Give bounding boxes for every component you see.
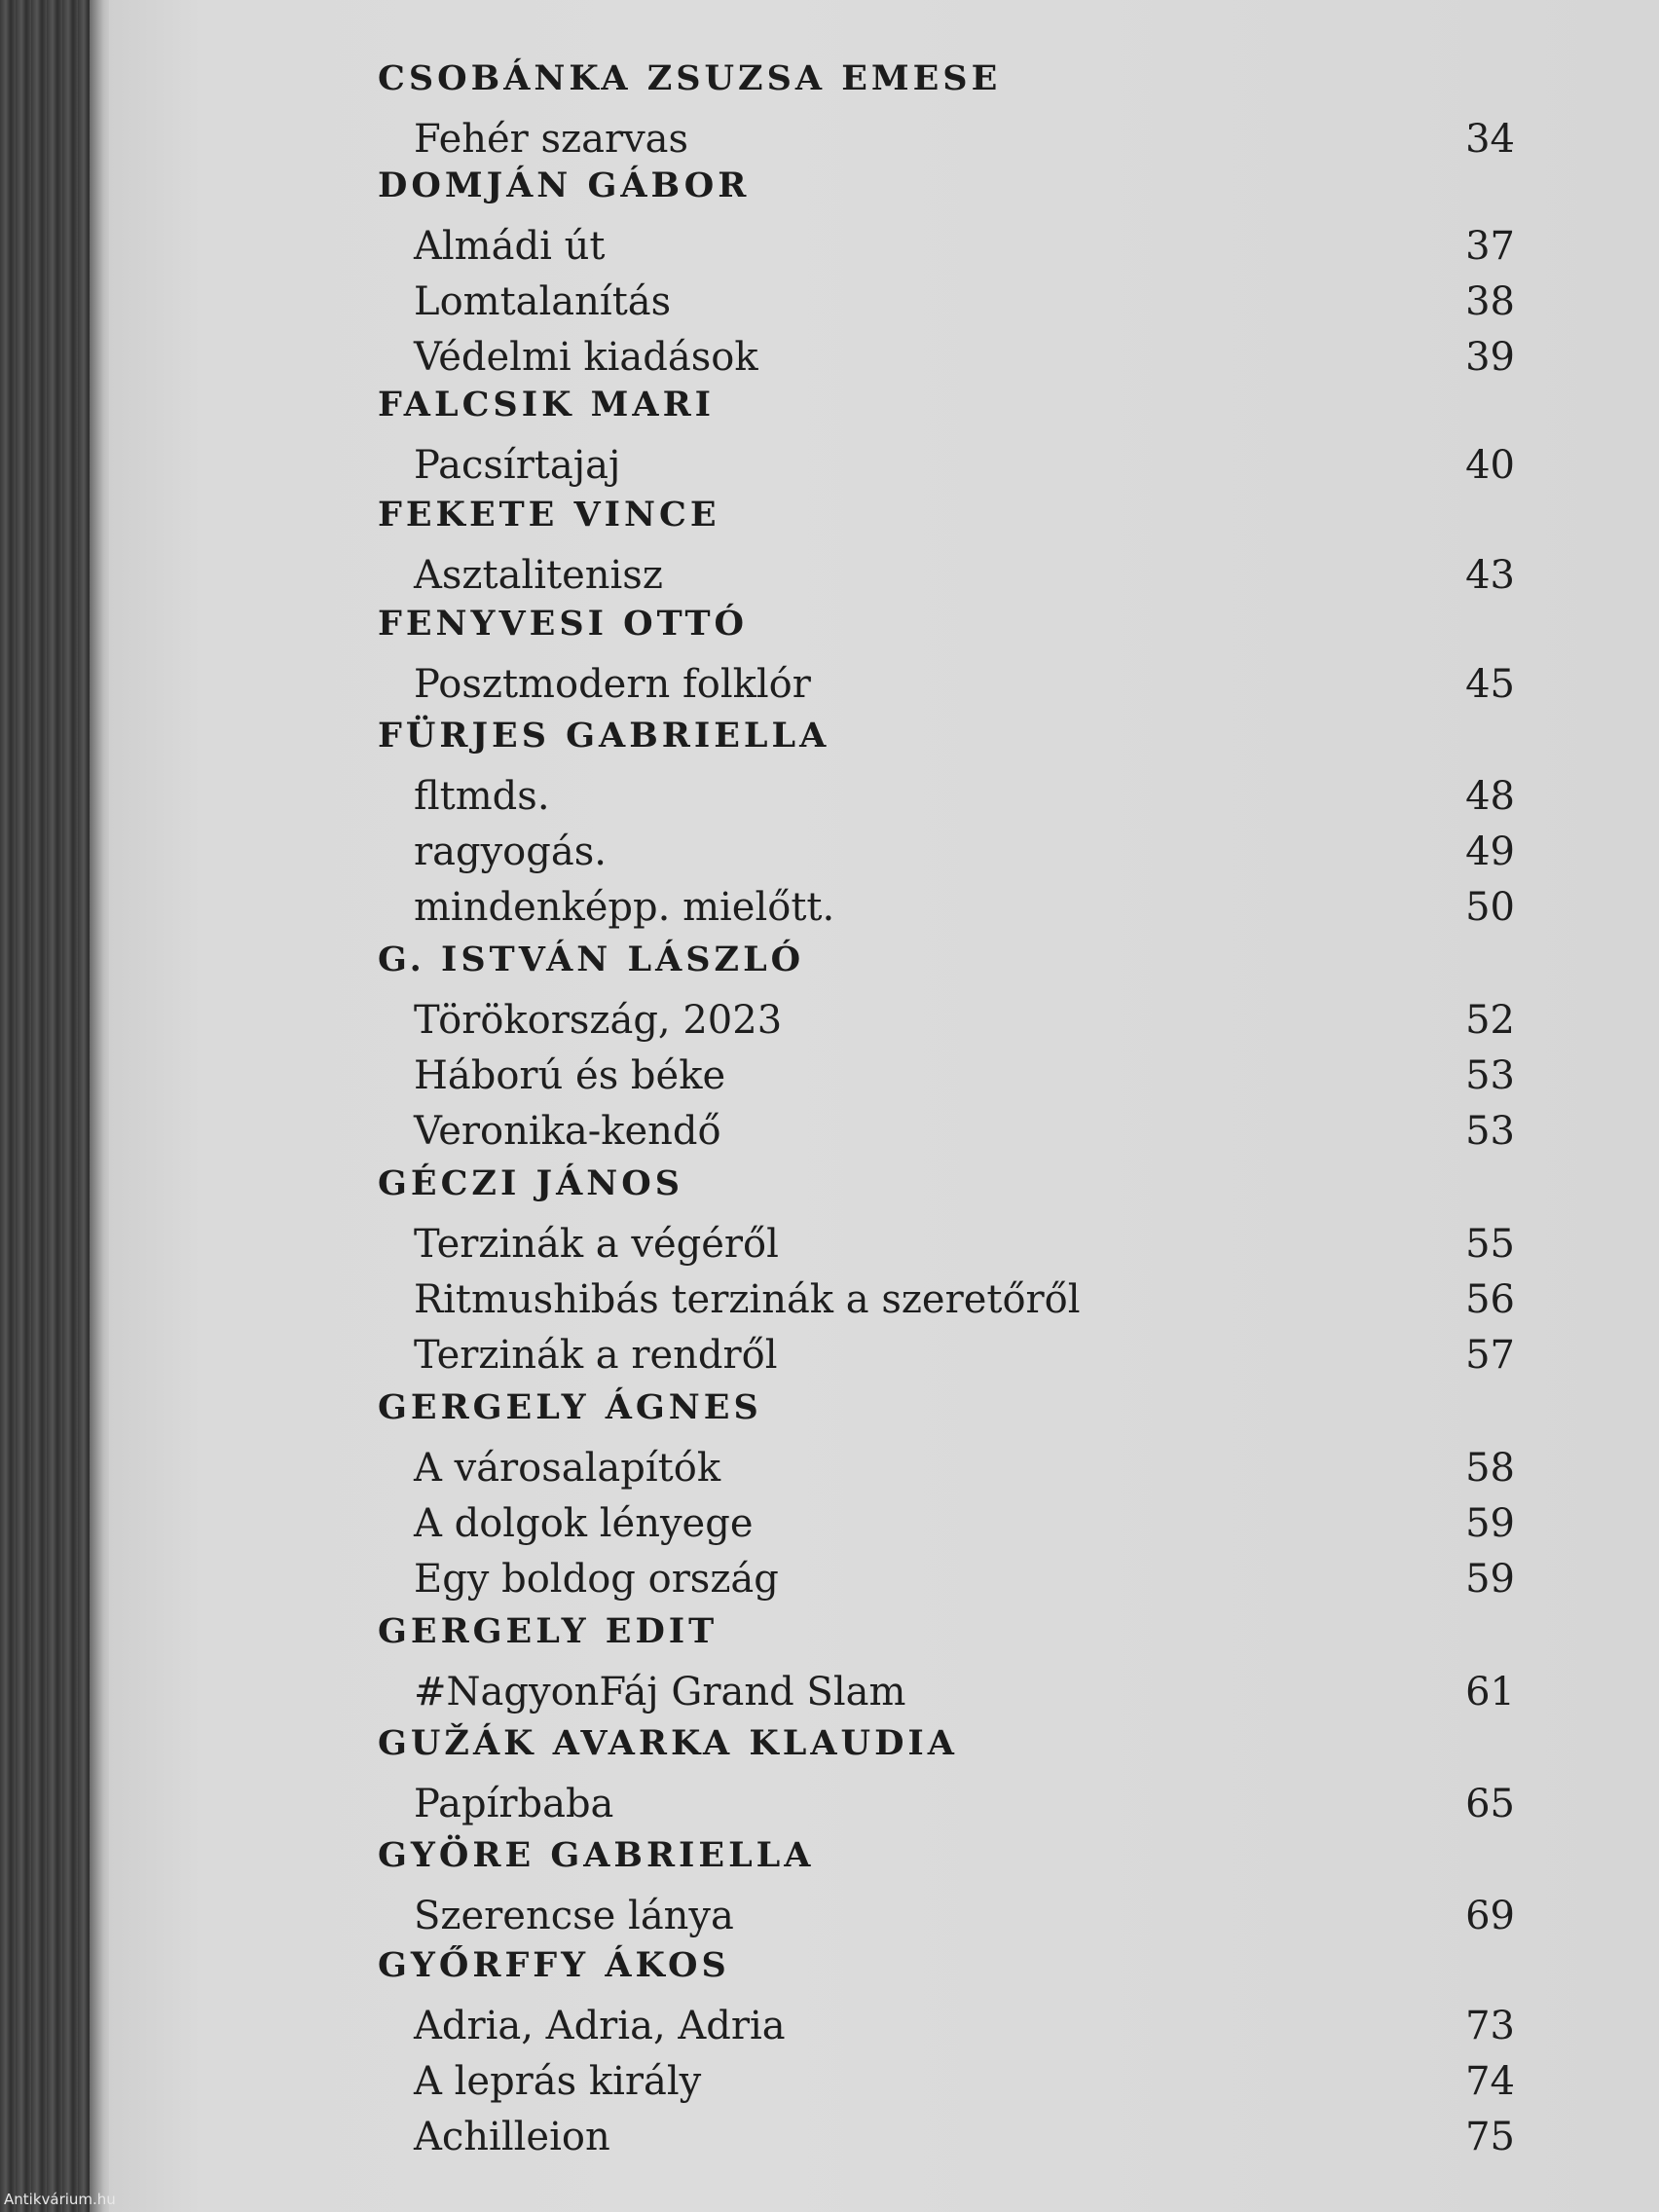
toc-entry-page-number: 73 [1465,2004,1515,2048]
toc-entry [0,1782,1659,1830]
toc-entry [0,279,1659,328]
toc-author: GUŽÁK AVARKA KLAUDIA [378,1723,958,1763]
toc-author: FEKETE VINCE [378,495,720,535]
toc-entry-title: Almádi út [414,224,606,269]
toc-author: GÉCZI JÁNOS [378,1163,684,1203]
toc-entry [0,1053,1659,1102]
toc-entry [0,1446,1659,1494]
toc-author: DOMJÁN GÁBOR [378,166,751,205]
toc-entry-page-number: 61 [1465,1670,1515,1714]
toc-entry-title: A városalapítók [414,1446,721,1491]
toc-entry-page-number: 37 [1465,224,1515,269]
toc-entry [0,553,1659,602]
toc-entry [0,1277,1659,1326]
toc-entry-title: Pacsírtajaj [414,443,621,488]
toc-entry-title: Adria, Adria, Adria [414,2004,786,2048]
toc-entry [0,335,1659,384]
toc-entry-title: Veronika-kendő [414,1109,721,1154]
toc-author: GERGELY EDIT [378,1611,719,1651]
toc-entry [0,1501,1659,1550]
toc-entry [0,1670,1659,1718]
toc-entry-page-number: 59 [1465,1501,1515,1546]
toc-entry-page-number: 57 [1465,1333,1515,1378]
toc-entry-title: Háború és béke [414,1053,726,1098]
toc-entry-title: ragyogás. [414,830,607,874]
toc-entry-title: mindenképp. mielőtt. [414,885,835,930]
toc-author: FALCSIK MARI [378,385,716,424]
toc-entry-title: Lomtalanítás [414,279,672,324]
toc-entry-page-number: 65 [1465,1782,1515,1826]
toc-entry-page-number: 45 [1465,662,1515,707]
toc-entry-page-number: 34 [1465,117,1515,162]
toc-entry [0,1333,1659,1382]
toc-author: GYÖRE GABRIELLA [378,1835,815,1875]
toc-entry-page-number: 43 [1465,553,1515,598]
toc-author: FÜRJES GABRIELLA [378,716,830,756]
toc-entry-page-number: 58 [1465,1446,1515,1491]
watermark: Antikvárium.hu [4,2191,116,2208]
toc-entry-page-number: 69 [1465,1894,1515,1938]
toc-author: GERGELY ÁGNES [378,1387,762,1427]
toc-entry-title: A dolgok lényege [414,1501,754,1546]
toc-entry-title: Ritmushibás terzinák a szeretőről [414,1277,1081,1322]
toc-author: GYŐRFFY ÁKOS [378,1945,730,1985]
toc-entry-page-number: 50 [1465,885,1515,930]
toc-entry-page-number: 39 [1465,335,1515,380]
toc-entry-title: Terzinák a rendről [414,1333,778,1378]
toc-entry-title: Egy boldog ország [414,1557,779,1602]
toc-entry [0,1222,1659,1271]
toc-entry-title: A leprás király [414,2059,702,2104]
toc-entry [0,830,1659,878]
toc-entry-title: fltmds. [414,774,550,819]
toc-entry-page-number: 40 [1465,443,1515,488]
toc-entry [0,2004,1659,2052]
toc-entry-page-number: 49 [1465,830,1515,874]
toc-entry-title: Fehér szarvas [414,117,689,162]
toc-entry [0,998,1659,1047]
toc-entry [0,1894,1659,1942]
toc-entry-page-number: 53 [1465,1053,1515,1098]
toc-entry [0,2059,1659,2108]
toc-author: FENYVESI OTTÓ [378,604,748,644]
toc-entry [0,117,1659,166]
toc-entry-title: Achilleion [414,2115,610,2159]
toc-entry-page-number: 74 [1465,2059,1515,2104]
toc-entry-page-number: 52 [1465,998,1515,1043]
toc-entry-title: Szerencse lánya [414,1894,734,1938]
toc-entry [0,2115,1659,2163]
toc-entry [0,662,1659,711]
toc-entry-page-number: 59 [1465,1557,1515,1602]
toc-entry-title: Papírbaba [414,1782,614,1826]
toc-entry-page-number: 53 [1465,1109,1515,1154]
toc-entry [0,774,1659,823]
toc-entry [0,443,1659,492]
toc-author: G. ISTVÁN LÁSZLÓ [378,940,805,979]
toc-entry [0,1557,1659,1605]
toc-entry-title: Asztalitenisz [414,553,663,598]
toc-entry-title: Terzinák a végéről [414,1222,779,1267]
toc-entry-title: #NagyonFáj Grand Slam [414,1670,906,1714]
toc-entry [0,224,1659,273]
toc-entry-title: Védelmi kiadások [414,335,758,380]
toc-entry-page-number: 48 [1465,774,1515,819]
toc-entry-page-number: 55 [1465,1222,1515,1267]
toc-entry-title: Posztmodern folklór [414,662,811,707]
toc-entry [0,1109,1659,1158]
toc-author: CSOBÁNKA ZSUZSA EMESE [378,58,1002,98]
toc-entry-page-number: 75 [1465,2115,1515,2159]
toc-entry-page-number: 38 [1465,279,1515,324]
toc-entry-title: Törökország, 2023 [414,998,783,1043]
toc-entry-page-number: 56 [1465,1277,1515,1322]
toc-entry [0,885,1659,934]
